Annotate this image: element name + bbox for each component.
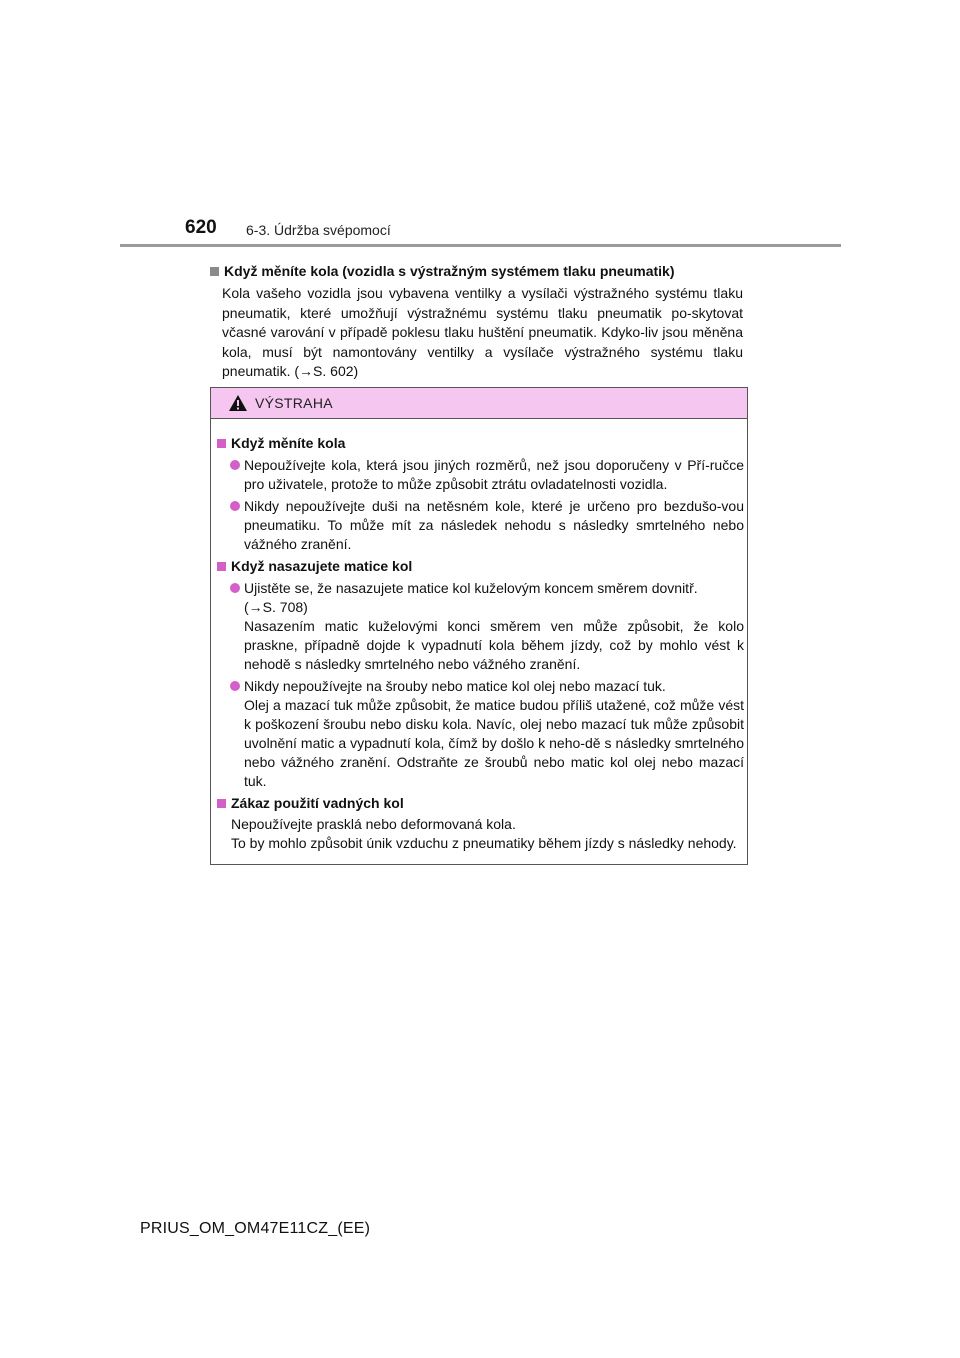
bullet-text: Nikdy nepoužívejte duši na netěsném kole, které je určeno pro bezdušo-vou pneumatiku. To může mít za následek nehodu s následky smrtelného nebo vážného zranění. [244,498,744,552]
bullet-text: Nepoužívejte kola, která jsou jiných rozměrů, než jsou doporučeny v Pří-ručce pro uživatele, protože to může způsobit ztrátu ovladatelnosti vozidla. [244,457,744,492]
intro-heading [208,262,753,281]
square-bullet-icon [217,562,226,571]
header-divider [120,244,841,247]
bullet-text: Ujistěte se, že nasazujete matice kol kuželovým koncem směrem dovnitř. [244,580,698,596]
paragraph-line: To by mohlo způsobit únik vzduchu z pneumatiky během jízdy s následky nehody. [231,835,737,851]
warning-title: VÝSTRAHA [255,395,333,411]
warning-subheading-text: Když měníte kola [231,435,346,451]
page-reference: (→S. 708) [244,599,308,615]
page-number: 620 [185,217,217,238]
bullet-text: Nasazením matic kuželovými konci směrem ven může způsobit, že kolo praskne, případně dojde k vypadnutí kola během jízdy, což by mohlo vést k nehodě s následky smrtelného nebo vážného zranění. [244,618,744,672]
section-title: 6-3. Údržba svépomocí [246,222,391,238]
paragraph-line: Nepoužívejte prasklá nebo deformovaná kola. [231,816,516,832]
warning-bullet [216,677,744,791]
warning-box [210,387,748,865]
circle-bullet-icon [230,681,240,691]
square-bullet-icon [210,267,219,276]
circle-bullet-icon [230,501,240,511]
warning-subheading [216,557,743,576]
warning-subheading-text: Když nasazujete matice kol [231,558,413,574]
warning-bullet [216,497,744,554]
bullet-text: Nikdy nepoužívejte na šrouby nebo matice kol olej nebo mazací tuk. [244,678,666,694]
warning-triangle-icon [228,394,248,412]
warning-subheading [216,434,743,453]
document-id: PRIUS_OM_OM47E11CZ_(EE) [140,1220,371,1237]
intro-heading-text: Když měníte kola (vozidla s výstražným systémem tlaku pneumatik) [224,263,675,279]
warning-subheading-text: Zákaz použití vadných kol [231,795,404,811]
square-bullet-icon [217,439,226,448]
intro-section [208,262,753,382]
circle-bullet-icon [230,460,240,470]
warning-header [211,388,747,419]
warning-paragraph [216,815,744,853]
warning-subheading [216,794,743,813]
warning-bullet [216,579,744,674]
warning-bullet [216,456,744,494]
square-bullet-icon [217,799,226,808]
intro-paragraph: Kola vašeho vozidla jsou vybavena ventilky a vysílači výstražného systému tlaku pneumatik, které umožňují výstražnému systému tlaku pneumatik po-skytovat včasné varování v případě poklesu tlaku huštění pneumatik. Kdyko-liv jsou měněna kola, musí být namontovány ventilky a vysílače výstražného systému tlaku pneumatik. (→S. 602) [222,285,743,379]
bullet-text: Olej a mazací tuk může způsobit, že matice budou příliš utažené, což může vést k poškození šroubu nebo disku kola. Navíc, olej nebo mazací tuk může způsobit uvolnění matic a vypadnutí kola, čímž by došlo k neho-dě s následky smrtelného nebo vážného zranění. Odstraňte ze šroubů nebo matic kol olej nebo mazací tuk. [244,697,744,789]
warning-body [211,419,747,853]
circle-bullet-icon [230,583,240,593]
